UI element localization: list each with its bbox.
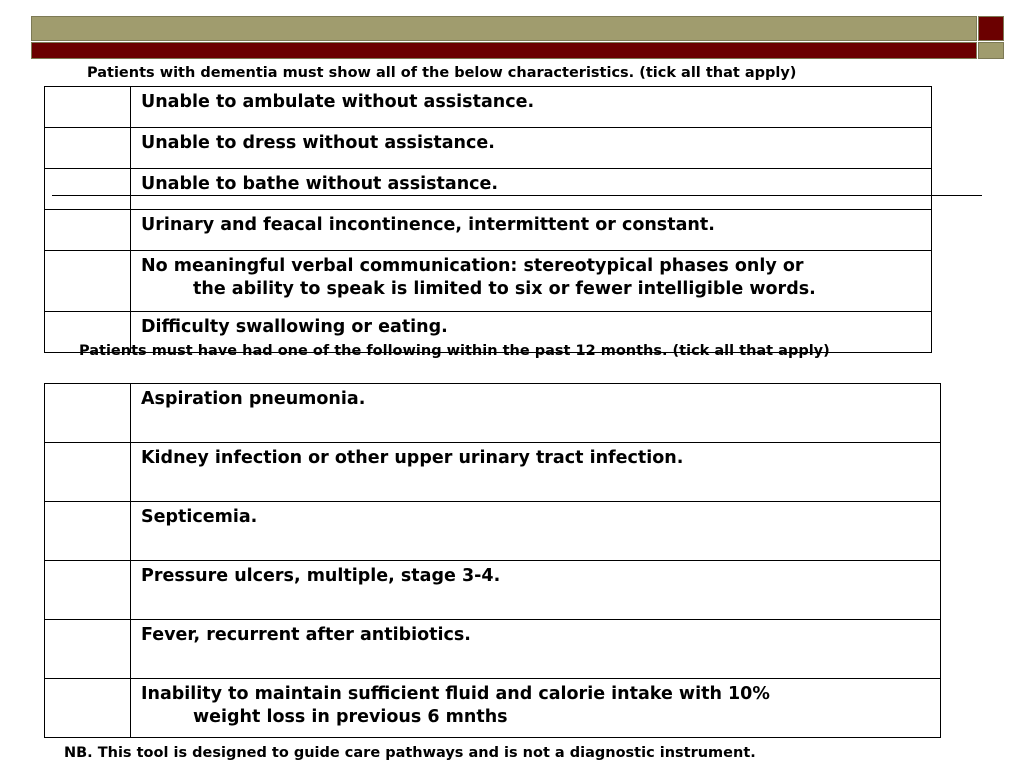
- header-bar-maroon: [31, 42, 977, 59]
- table-row: [45, 679, 941, 738]
- criterion-cell: [131, 384, 941, 443]
- header-corner-box-top: [978, 16, 1004, 41]
- tick-box[interactable]: [45, 251, 131, 312]
- section-heading-past-12-months: Patients must have had one of the following within the past 12 months. (tick all that apply): [79, 343, 830, 359]
- criterion-text: Septicemia.: [141, 507, 258, 527]
- tick-box[interactable]: [45, 210, 131, 251]
- footnote: NB. This tool is designed to guide care pathways and is not a diagnostic instrument.: [64, 745, 756, 761]
- table-row: [45, 561, 941, 620]
- criterion-cell: [131, 502, 941, 561]
- header-corner-box-bottom: [978, 42, 1004, 59]
- recent-events-checklist-table: [44, 383, 941, 738]
- criterion-cell: [131, 561, 941, 620]
- table-row: [45, 620, 941, 679]
- tick-box[interactable]: [45, 169, 131, 210]
- criterion-cell: [131, 620, 941, 679]
- characteristics-checklist-table: [44, 86, 932, 353]
- criterion-text-continued: the ability to speak is limited to six or fewer intelligible words.: [193, 279, 816, 299]
- criterion-text: Unable to dress without assistance.: [141, 133, 495, 153]
- criterion-cell: [131, 679, 941, 738]
- criterion-text: Kidney infection or other upper urinary tract infection.: [141, 448, 684, 468]
- criterion-cell: [131, 210, 932, 251]
- tick-box[interactable]: [45, 443, 131, 502]
- table-row: [45, 169, 932, 210]
- criterion-text: Pressure ulcers, multiple, stage 3-4.: [141, 566, 501, 586]
- criterion-text: Difficulty swallowing or eating.: [141, 317, 448, 337]
- criterion-cell: [131, 128, 932, 169]
- tick-box[interactable]: [45, 561, 131, 620]
- tick-box[interactable]: [45, 128, 131, 169]
- table-row: [45, 251, 932, 312]
- tick-box[interactable]: [45, 87, 131, 128]
- table-row: [45, 443, 941, 502]
- criterion-text: Aspiration pneumonia.: [141, 389, 366, 409]
- table-row: [45, 210, 932, 251]
- criterion-text: Fever, recurrent after antibiotics.: [141, 625, 471, 645]
- criterion-cell: [131, 443, 941, 502]
- criterion-text: Urinary and feacal incontinence, intermittent or constant.: [141, 215, 715, 235]
- criterion-text-continued: weight loss in previous 6 mnths: [193, 707, 508, 727]
- criterion-cell: [131, 169, 932, 210]
- tick-box[interactable]: [45, 620, 131, 679]
- divider-line: [52, 195, 982, 196]
- criterion-text: Unable to bathe without assistance.: [141, 174, 499, 194]
- tick-box[interactable]: [45, 679, 131, 738]
- table-row: [45, 128, 932, 169]
- table-row: [45, 502, 941, 561]
- table-row: [45, 87, 932, 128]
- criterion-text: No meaningful verbal communication: stereotypical phases only or: [141, 256, 804, 276]
- tick-box[interactable]: [45, 502, 131, 561]
- table-row: [45, 384, 941, 443]
- tick-box[interactable]: [45, 384, 131, 443]
- criterion-text: Inability to maintain sufficient fluid and calorie intake with 10%: [141, 684, 770, 704]
- criterion-cell: [131, 87, 932, 128]
- header-bar-olive: [31, 16, 977, 41]
- criterion-cell: [131, 251, 932, 312]
- section-heading-characteristics: Patients with dementia must show all of the below characteristics. (tick all that apply): [87, 65, 797, 81]
- criterion-text: Unable to ambulate without assistance.: [141, 92, 535, 112]
